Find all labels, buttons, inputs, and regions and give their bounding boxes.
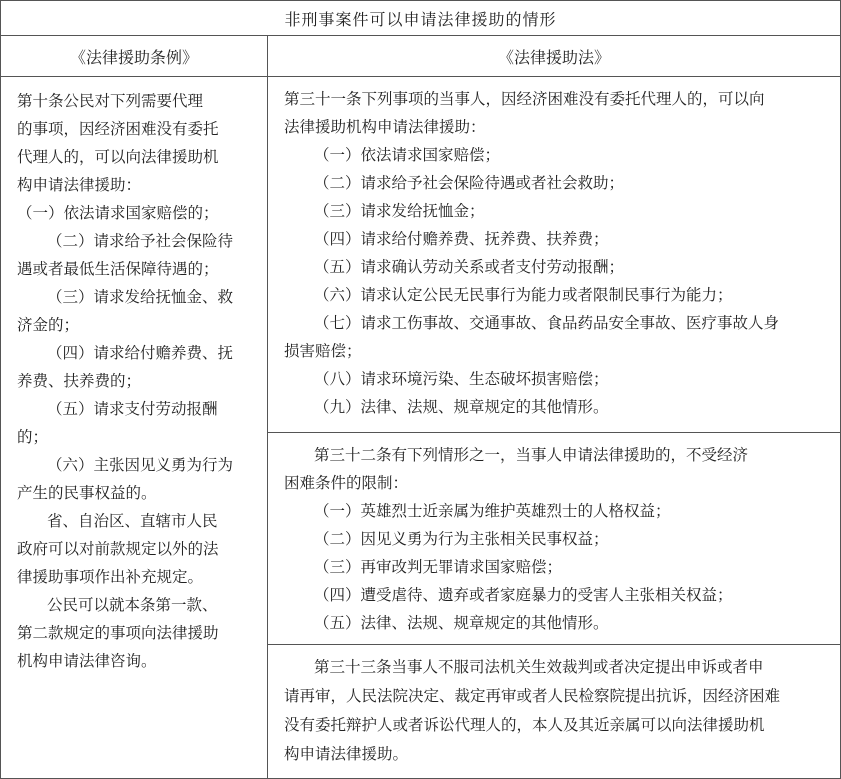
text-line: 构申请法律援助： xyxy=(17,176,142,194)
text-line: （六）请求认定公民无民事行为能力或者限制民事行为能力； xyxy=(314,286,733,304)
text-line: （九）法律、法规、规章规定的其他情形。 xyxy=(314,398,609,416)
law-article-32-cell xyxy=(267,432,841,645)
text-line: 济金的； xyxy=(17,316,80,334)
header-regulation: 《法律援助条例》 xyxy=(0,35,268,77)
text-line: 遇或者最低生活保障待遇的； xyxy=(17,260,219,278)
text-line: （四）遭受虐待、遗弃或者家庭暴力的受害人主张相关权益； xyxy=(314,586,733,604)
text-line: （五）请求确认劳动关系或者支付劳动报酬； xyxy=(314,258,625,276)
text-line: （三）请求发给抚恤金、救 xyxy=(47,288,234,306)
text-line: 第二款规定的事项向法律援助 xyxy=(17,624,219,642)
text-line: （五）请求支付劳动报酬 xyxy=(47,400,218,418)
text-line: （三）再审改判无罪请求国家赔偿； xyxy=(314,558,563,576)
table-title: 非刑事案件可以申请法律援助的情形 xyxy=(0,0,841,36)
law-article-31-cell xyxy=(267,76,841,433)
text-line: （三）请求发给抚恤金； xyxy=(314,202,485,220)
text-line: 代理人的，可以向法律援助机 xyxy=(17,148,219,166)
text-line: （二）请求给予社会保险待 xyxy=(47,232,234,250)
text-line: （一）依法请求国家赔偿； xyxy=(314,146,501,164)
law-article-33-cell xyxy=(267,644,841,779)
text-line: （七）请求工伤事故、交通事故、食品药品安全事故、医疗事故人身 xyxy=(314,314,780,332)
text-line: （六）主张因见义勇为行为 xyxy=(47,456,234,474)
text-line: 省、自治区、直辖市人民 xyxy=(47,512,218,530)
text-line: （四）请求给付赡养费、抚 xyxy=(47,344,234,362)
text-line: 第三十三条当事人不服司法机关生效裁判或者决定提出申诉或者申 xyxy=(314,658,764,676)
text-line: 构申请法律援助。 xyxy=(284,745,409,763)
text-line: 没有委托辩护人或者诉讼代理人的，本人及其近亲属可以向法律援助机 xyxy=(284,716,765,734)
text-line: 第三十一条下列事项的当事人，因经济困难没有委托代理人的，可以向 xyxy=(284,90,765,108)
text-line: 困难条件的限制： xyxy=(284,474,409,492)
header-law: 《法律援助法》 xyxy=(267,35,841,77)
text-line: 第三十二条有下列情形之一，当事人申请法律援助的，不受经济 xyxy=(314,446,749,464)
text-line: 法律援助机构申请法律援助： xyxy=(284,118,486,136)
text-line: （一）英雄烈士近亲属为维护英雄烈士的人格权益； xyxy=(314,502,671,520)
regulation-article-10-cell xyxy=(0,76,268,779)
text-line: （二）请求给予社会保险待遇或者社会救助； xyxy=(314,174,625,192)
text-line: 公民可以就本条第一款、 xyxy=(47,596,218,614)
text-line: （八）请求环境污染、生态破坏损害赔偿； xyxy=(314,370,609,388)
text-line: 请再审，人民法院决定、裁定再审或者人民检察院提出抗诉，因经济困难 xyxy=(284,687,781,705)
text-line: （一）依法请求国家赔偿的； xyxy=(17,204,219,222)
text-line: 政府可以对前款规定以外的法 xyxy=(17,540,219,558)
text-line: （二）因见义勇为行为主张相关民事权益； xyxy=(314,530,609,548)
text-line: （四）请求给付赡养费、抚养费、扶养费； xyxy=(314,230,609,248)
text-line: 损害赔偿； xyxy=(284,342,362,360)
text-line: 机构申请法律咨询。 xyxy=(17,652,157,670)
text-line: 律援助事项作出补充规定。 xyxy=(17,568,204,586)
text-line: 养费、扶养费的； xyxy=(17,372,142,390)
text-line: 第十条公民对下列需要代理 xyxy=(17,92,204,110)
text-line: （五）法律、法规、规章规定的其他情形。 xyxy=(314,614,609,632)
text-line: 的； xyxy=(17,428,49,446)
text-line: 产生的民事权益的。 xyxy=(17,484,157,502)
text-line: 的事项，因经济困难没有委托 xyxy=(17,120,219,138)
